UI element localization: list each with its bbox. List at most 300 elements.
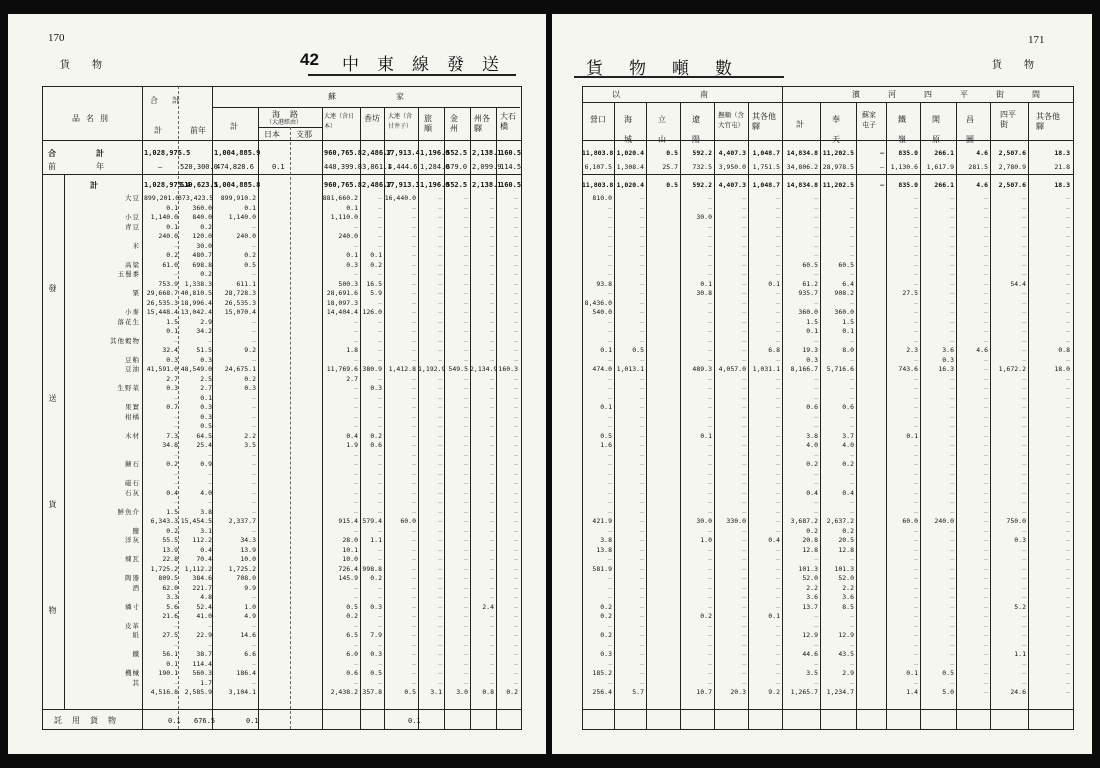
cell-liaoyang: — xyxy=(708,422,712,430)
cell-jinzhou: — xyxy=(464,393,468,402)
summary-total-xiangfang: 2,486.7 xyxy=(362,149,392,157)
cell-fengtian: — xyxy=(850,232,854,240)
cell-xiangfang: — xyxy=(378,640,382,649)
cell-other: — xyxy=(776,669,780,677)
summary-cell: 732.5 xyxy=(692,163,712,171)
cell-subtotal: 1,725.2 xyxy=(228,564,256,573)
summary-cell: 14,834.8 xyxy=(786,181,818,189)
cell-dashiqiao: — xyxy=(514,507,518,516)
item-label: 鮮魚介 xyxy=(117,507,140,516)
cell-yingkou: — xyxy=(608,460,612,468)
total-group-header: 合計 xyxy=(150,96,194,105)
cell-dairen2: — xyxy=(412,260,416,269)
col-header-fengtian: 奉天 xyxy=(832,115,840,144)
cell-fengtian: — xyxy=(850,222,854,231)
cell-subtotal: 3.5 xyxy=(244,441,256,449)
summary-cell: 0.5 xyxy=(666,149,678,157)
cell-dairen: — xyxy=(354,422,358,430)
cell-lushun: — xyxy=(438,441,442,449)
cell-jinzhou: — xyxy=(464,640,468,649)
cell-subtotal: — xyxy=(252,488,256,497)
footer-c: 0.1 xyxy=(246,717,259,725)
cell-xiangfang: 0.2 xyxy=(370,574,382,582)
cell-sum: 360.0 xyxy=(798,308,818,316)
item-label: 陶器 xyxy=(125,574,140,582)
cell-sum: 0.2 xyxy=(806,460,818,468)
cell-total-current: 29,668.7 xyxy=(146,289,178,297)
body-total-label: 計 xyxy=(90,180,98,190)
summary-prev-j: 2,099.9 xyxy=(472,163,502,171)
cell-subtotal: — xyxy=(252,327,256,335)
cell-dairen2: — xyxy=(412,526,416,535)
item-label: 木材 xyxy=(125,431,140,440)
cell-zhouge: — xyxy=(490,650,494,658)
cell-total-prev: 2.5 xyxy=(200,374,212,383)
cell-zhouge: — xyxy=(490,279,494,288)
cell-sum: — xyxy=(814,194,818,202)
cell-other2: — xyxy=(1066,374,1070,383)
cell-tieling: 60.0 xyxy=(902,517,918,525)
cell-zhouge: — xyxy=(490,517,494,525)
cell-kaiyuan: — xyxy=(950,602,954,611)
cell-fushun: — xyxy=(742,498,746,506)
cell-fengtian: — xyxy=(850,393,854,402)
cell-liaoyang: — xyxy=(708,631,712,639)
cell-dairen: 0.5 xyxy=(346,602,358,611)
cell-zhouge: — xyxy=(490,355,494,364)
cell-dairen: 14,404.4 xyxy=(326,308,358,316)
cell-sipingjie: 1.1 xyxy=(1014,650,1026,658)
cell-lushun: — xyxy=(438,327,442,335)
cell-jinzhou: — xyxy=(464,203,468,212)
cell-jinzhou: — xyxy=(464,536,468,544)
cell-yingkou: — xyxy=(608,260,612,269)
item-label-spacer xyxy=(66,612,140,622)
cell-lushun: — xyxy=(438,602,442,611)
summary-prev-c: 474,828.6 xyxy=(216,163,254,171)
cell-lushun: — xyxy=(438,308,442,316)
cell-total-prev: 48,549.0 xyxy=(180,365,212,373)
cell-jinzhou: — xyxy=(464,583,468,592)
item-label: 大豆 xyxy=(125,194,140,202)
cell-sum: 3,687.2 xyxy=(790,517,818,525)
cell-kaiyuan: — xyxy=(950,640,954,649)
cell-haicheng: — xyxy=(640,631,644,639)
cell-haicheng: — xyxy=(640,213,644,221)
cell-dairen: — xyxy=(354,270,358,278)
cell-dairen2: — xyxy=(412,232,416,240)
cell-other: — xyxy=(776,640,780,649)
cell-fushun: — xyxy=(742,336,746,345)
cell-fengtian: — xyxy=(850,384,854,392)
cell-liaoyang: 30.0 xyxy=(696,213,712,221)
cell-fengtian: 5,716.6 xyxy=(826,365,854,373)
cell-total-current: — xyxy=(174,450,178,459)
cell-tieling: — xyxy=(914,640,918,649)
cell-total-current: 3.3 xyxy=(166,593,178,601)
cell-jinzhou: — xyxy=(464,545,468,554)
cell-dashiqiao: — xyxy=(514,279,518,288)
item-label-spacer xyxy=(66,299,140,309)
cell-fushun: — xyxy=(742,526,746,535)
cell-lushun: — xyxy=(438,279,442,288)
cell-subtotal: 4.9 xyxy=(244,612,256,620)
cell-yingkou: — xyxy=(608,593,612,601)
cell-dairen2: — xyxy=(412,602,416,611)
cell-changtu: — xyxy=(984,213,988,221)
cell-lushun: — xyxy=(438,355,442,364)
cell-fushun: — xyxy=(742,298,746,307)
cell-other2: — xyxy=(1066,336,1070,345)
cell-other: — xyxy=(776,450,780,459)
cell-total-prev: 0.4 xyxy=(200,545,212,554)
cell-yingkou: 0.1 xyxy=(600,346,612,354)
cell-kaiyuan: — xyxy=(950,194,954,202)
cell-fushun: 4,057.0 xyxy=(718,365,746,373)
cell-kaiyuan: — xyxy=(950,393,954,402)
cell-fushun: — xyxy=(742,279,746,288)
col-changtu xyxy=(956,194,988,698)
cell-haicheng: — xyxy=(640,384,644,392)
cell-fengtian: 43.5 xyxy=(838,650,854,658)
cell-changtu: — xyxy=(984,564,988,573)
cell-changtu: — xyxy=(984,441,988,449)
cell-changtu: — xyxy=(984,602,988,611)
summary-cell: — xyxy=(880,181,884,189)
cell-dairen2: — xyxy=(412,298,416,307)
cell-changtu: — xyxy=(984,251,988,259)
cell-dairen: 145.9 xyxy=(338,574,358,582)
summary-total-current: 1,028,975.5 xyxy=(144,149,191,157)
cell-liaoyang: 489.3 xyxy=(692,365,712,373)
cell-tieling: 0.1 xyxy=(906,669,918,677)
cell-fengtian: — xyxy=(850,355,854,364)
cell-jinzhou: — xyxy=(464,460,468,468)
cell-sipingjie: — xyxy=(1022,507,1026,516)
cell-other: — xyxy=(776,498,780,506)
cell-zhouge: — xyxy=(490,194,494,202)
cell-other2: — xyxy=(1066,593,1070,601)
summary-label-prev: 前年 xyxy=(48,162,144,171)
cell-subtotal: — xyxy=(252,479,256,487)
cell-other2: — xyxy=(1066,422,1070,430)
cell-changtu: 4.6 xyxy=(976,346,988,354)
cell-dashiqiao: — xyxy=(514,602,518,611)
cell-subtotal: 28,728.3 xyxy=(224,289,256,297)
summary-cell: 266.1 xyxy=(934,149,954,157)
cell-yingkou: — xyxy=(608,488,612,497)
cell-other: 1,031.1 xyxy=(752,365,780,373)
cell-liaoyang: — xyxy=(708,232,712,240)
cell-liaoyang: — xyxy=(708,678,712,687)
cell-zhouge: 0.8 xyxy=(482,688,494,696)
cell-lushun: — xyxy=(438,422,442,430)
cell-fengtian: 0.4 xyxy=(842,488,854,497)
cell-subtotal: 13.9 xyxy=(240,545,256,554)
cell-tieling: — xyxy=(914,298,918,307)
cell-changtu: — xyxy=(984,279,988,288)
summary-cell: 4.6 xyxy=(976,149,988,157)
cell-kaiyuan: — xyxy=(950,479,954,487)
cell-yingkou: — xyxy=(608,355,612,364)
cell-liaoyang: — xyxy=(708,298,712,307)
cell-sipingjie: — xyxy=(1022,374,1026,383)
summary-prev-a: — xyxy=(158,163,163,171)
cell-fushun: — xyxy=(742,669,746,677)
cell-haicheng: — xyxy=(640,431,644,440)
cell-fushun: — xyxy=(742,260,746,269)
cell-dairen: 2,438.2 xyxy=(330,688,358,696)
cell-changtu: — xyxy=(984,327,988,335)
cell-dashiqiao: — xyxy=(514,270,518,278)
cell-subtotal: — xyxy=(252,393,256,402)
cell-total-prev: 0.3 xyxy=(200,412,212,421)
summary-cell: 18.3 xyxy=(1054,181,1070,189)
cell-sum: 1.5 xyxy=(806,317,818,326)
cell-changtu: — xyxy=(984,374,988,383)
col-zhouge xyxy=(470,194,498,698)
cell-haicheng: — xyxy=(640,526,644,535)
cell-zhouge: — xyxy=(490,479,494,487)
item-label-spacer xyxy=(66,441,140,451)
col-header-tieling: 鐵嶺 xyxy=(898,115,906,144)
summary-total-jinzhou: 552.5 xyxy=(446,149,468,157)
cell-xiangfang: — xyxy=(378,450,382,459)
item-label-spacer xyxy=(66,204,140,214)
cell-kaiyuan: — xyxy=(950,298,954,307)
cell-total-current: 0.1 xyxy=(166,222,178,231)
cell-jinzhou: — xyxy=(464,279,468,288)
cell-sipingjie: — xyxy=(1022,213,1026,221)
cell-dairen2: — xyxy=(412,289,416,297)
cell-dashiqiao: — xyxy=(514,374,518,383)
cell-sum: — xyxy=(814,422,818,430)
summary-bottom-rule xyxy=(42,174,522,175)
item-label-spacer xyxy=(66,641,140,651)
cell-zhouge: — xyxy=(490,422,494,430)
cell-dashiqiao: — xyxy=(514,469,518,478)
summary-cell: 0.5 xyxy=(666,181,678,189)
cell-dairen2: — xyxy=(412,422,416,430)
cell-jinzhou: — xyxy=(464,631,468,639)
cell-dairen2: — xyxy=(412,317,416,326)
item-label-spacer xyxy=(66,251,140,261)
cell-dashiqiao: 160.3 xyxy=(498,365,518,373)
cell-xiangfang: — xyxy=(378,659,382,668)
cell-sum: — xyxy=(814,251,818,259)
item-label-spacer xyxy=(66,280,140,290)
cell-kaiyuan: — xyxy=(950,289,954,297)
cell-xiangfang: — xyxy=(378,593,382,601)
cell-total-current: 1,140.0 xyxy=(150,213,178,221)
cell-dairen: 2.7 xyxy=(346,374,358,383)
cell-total-prev: 0.5 xyxy=(200,422,212,430)
cell-sipingjie: — xyxy=(1022,640,1026,649)
cell-sipingjie: — xyxy=(1022,412,1026,421)
cell-changtu: — xyxy=(984,298,988,307)
cell-sipingjie: — xyxy=(1022,612,1026,620)
cell-other2: — xyxy=(1066,517,1070,525)
cell-dashiqiao: — xyxy=(514,536,518,544)
cell-sipingjie: — xyxy=(1022,194,1026,202)
cell-tieling: — xyxy=(914,507,918,516)
cell-jinzhou: — xyxy=(464,479,468,487)
cell-haicheng: — xyxy=(640,422,644,430)
cell-dashiqiao: — xyxy=(514,669,518,677)
cell-dairen: 0.2 xyxy=(346,612,358,620)
cell-kaiyuan: — xyxy=(950,488,954,497)
col-header-changtu: 昌圖 xyxy=(966,115,974,144)
cell-changtu: — xyxy=(984,232,988,240)
cell-zhouge: — xyxy=(490,441,494,449)
cell-other2: 18.0 xyxy=(1054,365,1070,373)
cell-kaiyuan: — xyxy=(950,498,954,506)
cell-kaiyuan: — xyxy=(950,507,954,516)
cell-dairen2: — xyxy=(412,355,416,364)
cell-liaoyang: — xyxy=(708,669,712,677)
cell-total-current: — xyxy=(174,241,178,250)
cell-total-prev: — xyxy=(208,479,212,487)
cell-xiangfang: 0.3 xyxy=(370,602,382,611)
cell-dashiqiao: — xyxy=(514,583,518,592)
cell-xiangfang: — xyxy=(378,612,382,620)
cell-total-prev: — xyxy=(208,498,212,506)
cell-dashiqiao: — xyxy=(514,678,518,687)
col-subtotal xyxy=(214,194,256,698)
cell-dashiqiao: — xyxy=(514,251,518,259)
cell-jinzhou: — xyxy=(464,308,468,316)
cell-tieling: — xyxy=(914,678,918,687)
cell-other: 0.4 xyxy=(768,536,780,544)
cell-dairen2: — xyxy=(412,450,416,459)
cell-dashiqiao: — xyxy=(514,298,518,307)
cell-fushun: — xyxy=(742,469,746,478)
cell-yingkou: — xyxy=(608,422,612,430)
cell-changtu: — xyxy=(984,669,988,677)
item-label: 皮革 xyxy=(125,621,140,630)
cell-haicheng: — xyxy=(640,327,644,335)
cell-sum: 20.8 xyxy=(802,536,818,544)
cell-dashiqiao: — xyxy=(514,479,518,487)
cell-sum: 2.2 xyxy=(806,583,818,592)
cell-subtotal: 34.3 xyxy=(240,536,256,544)
cell-total-prev: 2.7 xyxy=(200,384,212,392)
cell-total-current: — xyxy=(174,640,178,649)
cell-xiangfang: — xyxy=(378,488,382,497)
cell-other2: — xyxy=(1066,688,1070,696)
cell-sipingjie: — xyxy=(1022,241,1026,250)
cell-haicheng: — xyxy=(640,289,644,297)
item-label-spacer xyxy=(66,346,140,356)
cell-dairen: 0.6 xyxy=(346,669,358,677)
cell-tieling: — xyxy=(914,555,918,563)
cell-lushun: — xyxy=(438,479,442,487)
cell-zhouge: — xyxy=(490,621,494,630)
cell-total-current: 0.1 xyxy=(166,327,178,335)
cell-kaiyuan: 16.3 xyxy=(938,365,954,373)
cell-dashiqiao: — xyxy=(514,612,518,620)
col-total-current xyxy=(144,194,178,698)
summary-cell: 3,950.0 xyxy=(718,163,746,171)
cell-fengtian: 8.5 xyxy=(842,602,854,611)
cell-sum: — xyxy=(814,612,818,620)
cell-sum: — xyxy=(814,213,818,221)
cell-kaiyuan: — xyxy=(950,232,954,240)
cell-fushun: — xyxy=(742,488,746,497)
cell-haicheng: — xyxy=(640,441,644,449)
summary-cell: 1,617.9 xyxy=(926,163,954,171)
cell-total-prev: 4.8 xyxy=(200,593,212,601)
cell-total-prev: 25.4 xyxy=(196,441,212,449)
col-dashiqiao xyxy=(496,194,518,698)
cell-jinzhou: — xyxy=(464,526,468,535)
cell-tieling: — xyxy=(914,488,918,497)
item-label-column xyxy=(66,194,140,698)
cell-other: — xyxy=(776,213,780,221)
item-label: 柑橘 xyxy=(125,412,140,421)
cell-total-current: 2.7 xyxy=(166,374,178,383)
cell-haicheng: — xyxy=(640,403,644,411)
item-label-spacer xyxy=(66,375,140,385)
summary-prev-d: 0.1 xyxy=(272,163,285,171)
cell-total-prev: 373,423.5 xyxy=(178,194,214,202)
cell-changtu: — xyxy=(984,583,988,592)
cell-subtotal: 240.0 xyxy=(236,232,256,240)
cell-changtu: — xyxy=(984,336,988,345)
cell-xiangfang: — xyxy=(378,507,382,516)
cell-fengtian: — xyxy=(850,241,854,250)
col-header-haicheng: 海城 xyxy=(624,115,632,144)
cell-lushun: — xyxy=(438,222,442,231)
cell-dairen2: — xyxy=(412,659,416,668)
cell-zhouge: — xyxy=(490,213,494,221)
cell-jinzhou: — xyxy=(464,374,468,383)
cell-other: — xyxy=(776,678,780,687)
cell-jinzhou: — xyxy=(464,222,468,231)
cell-other: — xyxy=(776,555,780,563)
cell-sipingjie: 750.0 xyxy=(1006,517,1026,525)
cell-changtu: — xyxy=(984,260,988,269)
cell-dairen2: — xyxy=(412,669,416,677)
cell-haicheng: — xyxy=(640,650,644,658)
cell-tieling: 1.4 xyxy=(906,688,918,696)
cell-fengtian: 2.9 xyxy=(842,669,854,677)
cell-fushun: — xyxy=(742,422,746,430)
cell-dairen2: — xyxy=(412,336,416,345)
cell-other2: — xyxy=(1066,270,1070,278)
cell-yingkou: 421.9 xyxy=(592,517,612,525)
dashiqiao-header: 大石橋 xyxy=(500,112,516,131)
cell-changtu: — xyxy=(984,650,988,658)
cell-dairen2: 16,440.0 xyxy=(384,194,416,202)
cell-other: — xyxy=(776,479,780,487)
body-total-c: 1,004,885.8 xyxy=(214,181,261,189)
cell-other2: — xyxy=(1066,298,1070,307)
cell-changtu: — xyxy=(984,222,988,231)
cell-kaiyuan: — xyxy=(950,678,954,687)
cell-fushun: — xyxy=(742,507,746,516)
cell-yingkou: — xyxy=(608,583,612,592)
title-underline xyxy=(308,74,516,76)
cell-fengtian: 20.5 xyxy=(838,536,854,544)
cell-xiangfang: — xyxy=(378,327,382,335)
cell-dairen: 1.9 xyxy=(346,441,358,449)
summary-total-dairen: 960,765.8 xyxy=(324,149,362,157)
cell-yingkou: 8,436.0 xyxy=(584,298,612,307)
item-label: 米 xyxy=(132,241,140,250)
cell-dashiqiao: — xyxy=(514,346,518,354)
cell-zhouge: — xyxy=(490,346,494,354)
